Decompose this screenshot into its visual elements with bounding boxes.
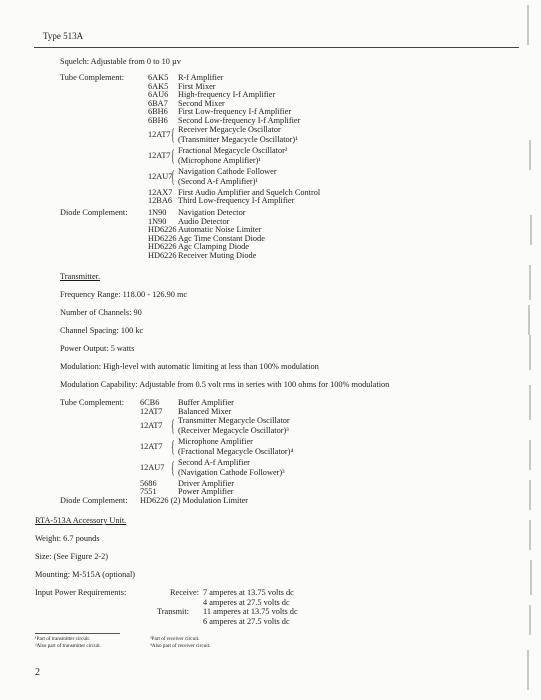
receiver-tube-code: 6AK5	[148, 73, 169, 82]
receiver-diode-description: Audio Detector	[178, 216, 230, 226]
receiver-tube-description: Third Low-frequency I-f Amplifier	[178, 196, 295, 206]
receiver-tube-description-alt: (Transmitter Megacycle Oscillator)¹	[178, 134, 298, 144]
receiver-tube-description-alt: (Microphone Amplifier)¹	[178, 155, 261, 165]
accessory-weight: Weight: 6.7 pounds	[35, 534, 100, 543]
accessory-mounting: Mounting: M-515A (optional)	[35, 570, 136, 579]
scan-edge-mark	[528, 305, 530, 335]
transmitter-tube-description-alt: (Receiver Megacycle Oscillator)³	[178, 425, 289, 435]
footnote-1: ¹Part of transmitter circuit.	[35, 636, 91, 642]
receiver-tube-description: First Low-frequency I-f Amplifier	[178, 107, 292, 117]
header-rule	[34, 47, 519, 48]
receiver-diode-description: Agc Time Constant Diode	[178, 233, 265, 243]
receiver-tube-description: Navigation Cathode Follower	[178, 166, 277, 176]
scan-edge-mark	[529, 605, 531, 635]
transmitter-tube-description: Transmitter Megacycle Oscillator	[178, 415, 290, 425]
receiver-diode-description: Receiver Muting Diode	[178, 251, 257, 260]
transmitter-diode-label: Diode Complement:	[60, 496, 128, 505]
power-output: Power Output: 5 watts	[60, 344, 135, 353]
scan-edge-mark	[529, 385, 531, 420]
receive-value-2: 4 amperes at 27.5 volts dc	[203, 598, 290, 607]
input-power-label: Input Power Requirements:	[35, 588, 127, 597]
transmitter-tube-description: Microphone Amplifier	[178, 436, 253, 446]
modulation: Modulation: High-level with automatic limiting at less than 100% modulation	[60, 362, 319, 371]
receiver-tube-label: Tube Complement:	[60, 73, 124, 82]
transmit-value-1: 11 amperes at 13.75 volts dc	[203, 607, 298, 616]
brace-mark: {	[171, 415, 175, 435]
transmitter-tube-code: 5686	[140, 478, 157, 488]
footnote-2: ²Also part of transmitter circuit.	[35, 643, 101, 649]
receiver-tube-description: R-f Amplifier	[178, 73, 224, 82]
scan-edge-mark	[529, 480, 531, 510]
receiver-tube-description: Fractional Megacycle Oscillator²	[178, 145, 288, 155]
modulation-capability: Modulation Capability: Adjustable from 0.5 volt rms in series with 100 ohms for 100% modulation	[60, 380, 390, 389]
brace-mark: {	[171, 457, 175, 477]
receiver-diode-code: HD6226	[148, 242, 177, 252]
brace-mark: {	[171, 436, 175, 456]
scan-edge-mark	[529, 440, 531, 470]
receive-label: Receive:	[170, 588, 200, 597]
number-of-channels: Number of Channels: 90	[60, 308, 142, 317]
brace-mark: {	[171, 166, 175, 186]
transmitter-tube-description: Buffer Amplifier	[178, 398, 234, 407]
transmitter-tube-description: Second A-f Amplifier	[178, 457, 250, 467]
scan-edge-mark	[530, 560, 532, 595]
receiver-tube-code: 12BA6	[148, 196, 172, 206]
brace-mark: {	[171, 124, 175, 144]
receiver-tube-description: First Mixer	[178, 81, 216, 91]
transmit-value-2: 6 amperes at 27.5 volts dc	[203, 617, 290, 626]
transmitter-tube-code: 12AT7	[140, 406, 163, 416]
receiver-diode-code: 1N90	[148, 216, 167, 226]
transmitter-tube-code: 12AT7	[140, 420, 163, 430]
footnote-rule	[35, 633, 120, 634]
transmitter-tube-label: Tube Complement:	[60, 398, 124, 407]
transmitter-diode-value: HD6226 (2) Modulation Limiter	[140, 496, 249, 505]
transmitter-tube-description-alt: (Fractional Megacycle Oscillator)⁴	[178, 446, 294, 456]
receiver-tube-code: 6BH6	[148, 107, 168, 117]
receiver-tube-code: 6BA7	[148, 98, 168, 108]
scan-edge-mark	[527, 5, 529, 45]
transmitter-tube-description: Power Amplifier	[178, 487, 234, 497]
frequency-range: Frequency Range: 118.00 - 126.90 mc	[60, 290, 188, 299]
page-header-title: Type 513A	[43, 31, 84, 41]
receiver-tube-code: 6AK5	[148, 81, 169, 91]
receiver-tube-description-alt: (Second A-f Amplifier)¹	[178, 176, 258, 186]
page-number: 2	[35, 667, 40, 678]
receiver-tube-code: 12AX7	[148, 187, 173, 197]
receiver-diode-code: HD6226	[148, 233, 177, 243]
transmitter-heading: Transmitter.	[60, 272, 101, 281]
scan-edge-mark	[529, 265, 531, 300]
brace-mark: {	[171, 145, 175, 165]
receiver-tube-code: 12AT7	[148, 129, 171, 139]
transmitter-tube-description-alt: (Navigation Cathode Follower)³	[178, 467, 285, 477]
scan-edge-mark	[529, 520, 531, 550]
channel-spacing: Channel Spacing: 100 kc	[60, 326, 144, 335]
receiver-diode-description: Agc Clamping Diode	[178, 242, 249, 252]
transmitter-tube-description: Balanced Mixer	[178, 406, 232, 416]
receiver-diode-label: Diode Complement:	[60, 208, 128, 217]
receiver-tube-code: 12AU7	[148, 171, 173, 181]
receiver-diode-code: HD6226	[148, 225, 177, 235]
transmitter-tube-code: 12AU7	[140, 462, 165, 472]
scan-edge-mark	[527, 650, 529, 690]
scan-edge-mark	[529, 335, 531, 370]
receiver-tube-description: Second Mixer	[178, 98, 225, 108]
receiver-tube-description: Receiver Megacycle Oscillator	[178, 124, 281, 134]
receiver-diode-code: 1N90	[148, 208, 167, 217]
footnote-4: ⁴Also part of receiver circuit.	[150, 643, 211, 649]
transmitter-tube-code: 7551	[140, 487, 157, 497]
receiver-tube-description: High-frequency I-f Amplifier	[178, 90, 276, 100]
receiver-diode-description: Navigation Detector	[178, 208, 246, 217]
scan-edge-mark	[530, 215, 532, 245]
transmitter-tube-code: 12AT7	[140, 441, 163, 451]
squelch-line: Squelch: Adjustable from 0 to 10 µv	[60, 57, 181, 66]
transmitter-tube-code: 6CB6	[140, 398, 160, 407]
receiver-tube-description: Second Low-frequency I-f Amplifier	[178, 116, 301, 125]
receiver-diode-description: Automatic Noise Limiter	[178, 225, 262, 235]
receiver-tube-code: 6BH6	[148, 116, 168, 125]
scan-edge-mark	[529, 140, 531, 170]
transmit-label: Transmit:	[157, 607, 189, 616]
receiver-diode-code: HD6226	[148, 251, 177, 260]
transmitter-tube-description: Driver Amplifier	[178, 478, 234, 488]
accessory-size: Size: (See Figure 2-2)	[35, 552, 109, 561]
accessory-heading: RTA-513A Accessory Unit.	[35, 516, 127, 525]
receiver-tube-code: 12AT7	[148, 150, 171, 160]
receiver-tube-code: 6AU6	[148, 90, 169, 100]
receiver-tube-description: First Audio Amplifier and Squelch Control	[178, 187, 321, 197]
footnote-3: ³Part of receiver circuit.	[150, 636, 200, 642]
receive-value-1: 7 amperes at 13.75 volts dc	[203, 588, 294, 597]
